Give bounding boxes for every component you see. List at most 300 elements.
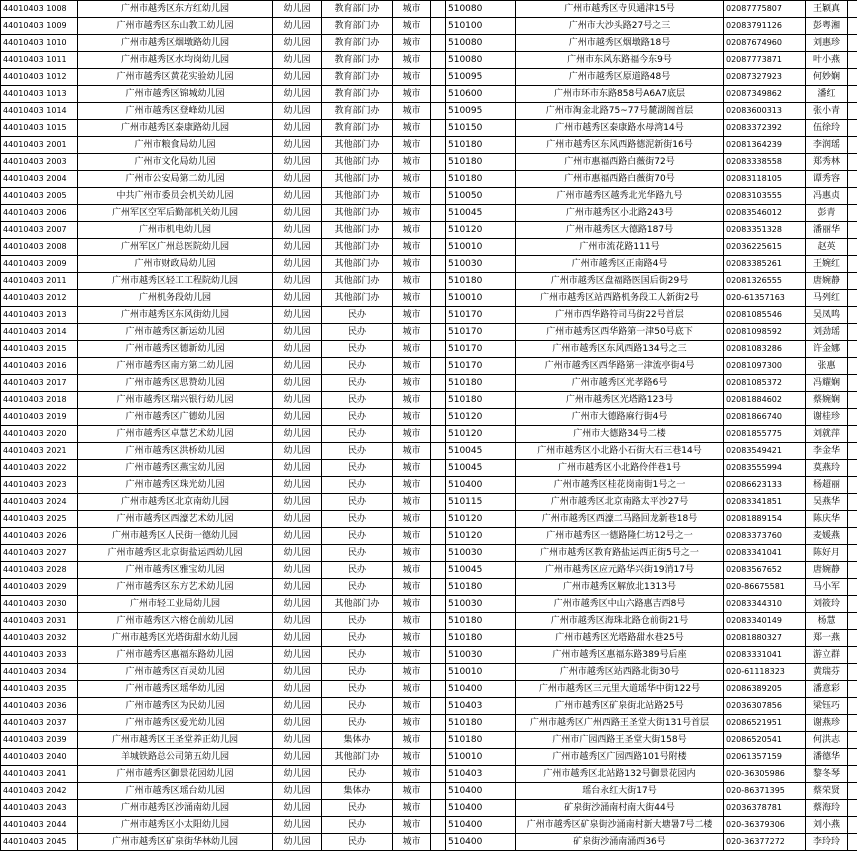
postcode-cell: 510180 [446, 392, 516, 409]
table-row [1, 358, 857, 375]
organizer-cell: 民办 [322, 460, 393, 477]
blank-cell [431, 222, 446, 239]
postcode-cell: 510400 [446, 834, 516, 851]
school-type-cell: 幼儿园 [273, 52, 322, 69]
school-code-cell: 44010403 2020 [1, 426, 78, 443]
address-cell: 广州市越秀区小北路小石街大石三巷14号 [516, 443, 724, 460]
address-cell: 广州市越秀区矿泉街北站路25号 [516, 698, 724, 715]
contact-person-cell: 何洪志 [806, 732, 848, 749]
blank-cell [431, 1, 446, 18]
table-row [1, 800, 857, 817]
table-row [1, 375, 857, 392]
phone-cell: 020-86675581 [724, 579, 806, 596]
phone-cell: 02036378781 [724, 800, 806, 817]
blank-cell [848, 817, 857, 834]
contact-person-cell: 吴燕华 [806, 494, 848, 511]
blank-cell [431, 681, 446, 698]
phone-cell: 02083600313 [724, 103, 806, 120]
table-row [1, 1, 857, 18]
school-type-cell: 幼儿园 [273, 579, 322, 596]
address-cell: 广州市西华路符司马街22号首层 [516, 307, 724, 324]
table-row [1, 460, 857, 477]
area-cell: 城市 [393, 766, 431, 783]
contact-person-cell: 潘红 [806, 86, 848, 103]
phone-cell: 02081855775 [724, 426, 806, 443]
postcode-cell: 510030 [446, 545, 516, 562]
area-cell: 城市 [393, 86, 431, 103]
school-code-cell: 44010403 2024 [1, 494, 78, 511]
contact-person-cell: 刘惠珍 [806, 35, 848, 52]
blank-cell [431, 273, 446, 290]
address-cell: 广州市淘金北路75~77号麓湖阁首层 [516, 103, 724, 120]
organizer-cell: 其他部门办 [322, 222, 393, 239]
table-row [1, 817, 857, 834]
postcode-cell: 510180 [446, 137, 516, 154]
area-cell: 城市 [393, 800, 431, 817]
school-code-cell: 44010403 2003 [1, 154, 78, 171]
blank-cell [431, 290, 446, 307]
phone-cell: 02083340149 [724, 613, 806, 630]
school-name-cell: 广州市越秀区黄花实验幼儿园 [78, 69, 273, 86]
organizer-cell: 民办 [322, 341, 393, 358]
table-row [1, 120, 857, 137]
school-name-cell: 广州市轻工业局幼儿园 [78, 596, 273, 613]
school-type-cell: 幼儿园 [273, 715, 322, 732]
blank-cell [431, 392, 446, 409]
phone-cell: 02081098592 [724, 324, 806, 341]
blank-cell [431, 341, 446, 358]
blank-cell [431, 18, 446, 35]
area-cell: 城市 [393, 613, 431, 630]
blank-cell [848, 766, 857, 783]
school-type-cell: 幼儿园 [273, 477, 322, 494]
organizer-cell: 民办 [322, 307, 393, 324]
contact-person-cell: 冯耀娴 [806, 375, 848, 392]
contact-person-cell: 游立群 [806, 647, 848, 664]
area-cell: 城市 [393, 511, 431, 528]
contact-person-cell: 谭秀容 [806, 171, 848, 188]
contact-person-cell: 蔡海玲 [806, 800, 848, 817]
blank-cell [431, 545, 446, 562]
school-name-cell: 广州市越秀区锦城幼儿园 [78, 86, 273, 103]
organizer-cell: 教育部门办 [322, 120, 393, 137]
address-cell: 广州市越秀区泰康路水母湾14号 [516, 120, 724, 137]
school-code-cell: 44010403 1015 [1, 120, 78, 137]
table-row [1, 630, 857, 647]
school-code-cell: 44010403 2028 [1, 562, 78, 579]
address-cell: 广州市越秀区北京南路太平沙27号 [516, 494, 724, 511]
area-cell: 城市 [393, 460, 431, 477]
school-name-cell: 中共广州市委员会机关幼儿园 [78, 188, 273, 205]
blank-cell [431, 188, 446, 205]
area-cell: 城市 [393, 52, 431, 69]
blank-cell [848, 698, 857, 715]
table-row [1, 256, 857, 273]
blank-cell [848, 52, 857, 69]
address-cell: 广州市越秀区应元路华兴街19消17号 [516, 562, 724, 579]
phone-cell: 02083341041 [724, 545, 806, 562]
phone-cell: 020-61118323 [724, 664, 806, 681]
blank-cell [431, 307, 446, 324]
organizer-cell: 民办 [322, 324, 393, 341]
table-row [1, 188, 857, 205]
school-code-cell: 44010403 2040 [1, 749, 78, 766]
school-code-cell: 44010403 2008 [1, 239, 78, 256]
phone-cell: 02081097300 [724, 358, 806, 375]
blank-cell [848, 375, 857, 392]
school-type-cell: 幼儿园 [273, 749, 322, 766]
school-name-cell: 广州市越秀区瑞兴银行幼儿园 [78, 392, 273, 409]
area-cell: 城市 [393, 18, 431, 35]
contact-person-cell: 叶小燕 [806, 52, 848, 69]
address-cell: 广州市越秀区广州西路王圣堂大街131号首层 [516, 715, 724, 732]
school-code-cell: 44010403 1009 [1, 18, 78, 35]
phone-cell: 020-36305986 [724, 766, 806, 783]
address-cell: 广州市越秀区光孝路6号 [516, 375, 724, 392]
school-type-cell: 幼儿园 [273, 426, 322, 443]
contact-person-cell: 许金娜 [806, 341, 848, 358]
blank-cell [848, 834, 857, 851]
contact-person-cell: 刘就萍 [806, 426, 848, 443]
phone-cell: 02083549421 [724, 443, 806, 460]
table-row [1, 834, 857, 851]
postcode-cell: 510030 [446, 647, 516, 664]
table-row [1, 766, 857, 783]
postcode-cell: 510120 [446, 222, 516, 239]
table-row [1, 341, 857, 358]
area-cell: 城市 [393, 579, 431, 596]
postcode-cell: 510050 [446, 188, 516, 205]
contact-person-cell: 潘德华 [806, 749, 848, 766]
phone-cell: 02087773871 [724, 52, 806, 69]
phone-cell: 020-86371395 [724, 783, 806, 800]
table-row [1, 783, 857, 800]
blank-cell [431, 426, 446, 443]
phone-cell: 02083351328 [724, 222, 806, 239]
organizer-cell: 民办 [322, 443, 393, 460]
contact-person-cell: 杨超丽 [806, 477, 848, 494]
address-cell: 广州市越秀区正南路4号 [516, 256, 724, 273]
organizer-cell: 民办 [322, 494, 393, 511]
school-name-cell: 广州市越秀区惠福东路幼儿园 [78, 647, 273, 664]
blank-cell [848, 562, 857, 579]
school-code-cell: 44010403 2017 [1, 375, 78, 392]
school-name-cell: 广州市越秀区珠光幼儿园 [78, 477, 273, 494]
contact-person-cell: 陈庆华 [806, 511, 848, 528]
school-name-cell: 广州市越秀区为民幼儿园 [78, 698, 273, 715]
address-cell: 广州市越秀区解放北1313号 [516, 579, 724, 596]
address-cell: 广州市越秀区东风西路134号之三 [516, 341, 724, 358]
table-row [1, 494, 857, 511]
school-code-cell: 44010403 2043 [1, 800, 78, 817]
organizer-cell: 民办 [322, 800, 393, 817]
area-cell: 城市 [393, 528, 431, 545]
school-type-cell: 幼儿园 [273, 171, 322, 188]
school-type-cell: 幼儿园 [273, 120, 322, 137]
organizer-cell: 其他部门办 [322, 188, 393, 205]
blank-cell [848, 630, 857, 647]
organizer-cell: 民办 [322, 834, 393, 851]
contact-person-cell: 谢燕珍 [806, 715, 848, 732]
school-code-cell: 44010403 2015 [1, 341, 78, 358]
postcode-cell: 510180 [446, 715, 516, 732]
area-cell: 城市 [393, 205, 431, 222]
address-cell: 广州市越秀区西华路第一津流亭街4号 [516, 358, 724, 375]
blank-cell [848, 749, 857, 766]
contact-person-cell: 郑一燕 [806, 630, 848, 647]
school-name-cell: 广州市越秀区东方红幼儿园 [78, 1, 273, 18]
school-code-cell: 44010403 2036 [1, 698, 78, 715]
school-type-cell: 幼儿园 [273, 817, 322, 834]
table-row [1, 137, 857, 154]
blank-cell [848, 290, 857, 307]
school-type-cell: 幼儿园 [273, 766, 322, 783]
school-code-cell: 44010403 2042 [1, 783, 78, 800]
blank-cell [848, 596, 857, 613]
school-type-cell: 幼儿园 [273, 154, 322, 171]
address-cell: 广州市越秀区烟墩路18号 [516, 35, 724, 52]
area-cell: 城市 [393, 817, 431, 834]
blank-cell [431, 749, 446, 766]
table-row [1, 409, 857, 426]
school-name-cell: 广州市越秀区广德幼儿园 [78, 409, 273, 426]
table-row [1, 647, 857, 664]
table-row [1, 154, 857, 171]
school-type-cell: 幼儿园 [273, 324, 322, 341]
school-name-cell: 广州市越秀区登峰幼儿园 [78, 103, 273, 120]
blank-cell [431, 358, 446, 375]
school-name-cell: 广州市越秀区北京街盐运西幼儿园 [78, 545, 273, 562]
address-cell: 广州市越秀区教育路盐运西正街5号之一 [516, 545, 724, 562]
postcode-cell: 510010 [446, 749, 516, 766]
area-cell: 城市 [393, 120, 431, 137]
address-cell: 广州市越秀区西濠二马路回龙新巷18号 [516, 511, 724, 528]
blank-cell [431, 647, 446, 664]
area-cell: 城市 [393, 664, 431, 681]
address-cell: 广州市越秀区矿泉街沙涌南村新大塘暑7号二楼 [516, 817, 724, 834]
phone-cell: 02081884602 [724, 392, 806, 409]
school-name-cell: 广州市越秀区光塔街甜水幼儿园 [78, 630, 273, 647]
postcode-cell: 510120 [446, 426, 516, 443]
postcode-cell: 510400 [446, 817, 516, 834]
blank-cell [848, 409, 857, 426]
address-cell: 广州市越秀区光塔路123号 [516, 392, 724, 409]
address-cell: 矿泉街沙涌南村南大街44号 [516, 800, 724, 817]
phone-cell: 020-36377272 [724, 834, 806, 851]
blank-cell [431, 443, 446, 460]
table-row [1, 392, 857, 409]
organizer-cell: 民办 [322, 409, 393, 426]
school-name-cell: 广州市越秀区燕宝幼儿园 [78, 460, 273, 477]
table-row [1, 273, 857, 290]
address-cell: 广州市越秀区站西路北街30号 [516, 664, 724, 681]
postcode-cell: 510095 [446, 103, 516, 120]
organizer-cell: 民办 [322, 426, 393, 443]
blank-cell [848, 783, 857, 800]
school-name-cell: 广州市越秀区北京南幼儿园 [78, 494, 273, 511]
area-cell: 城市 [393, 273, 431, 290]
address-cell: 瑶台永红大街17号 [516, 783, 724, 800]
school-name-cell: 广州市越秀区人民街一德幼儿园 [78, 528, 273, 545]
organizer-cell: 民办 [322, 647, 393, 664]
school-type-cell: 幼儿园 [273, 630, 322, 647]
table-row [1, 681, 857, 698]
blank-cell [848, 154, 857, 171]
school-code-cell: 44010403 2032 [1, 630, 78, 647]
school-code-cell: 44010403 2001 [1, 137, 78, 154]
address-cell: 广州市越秀区站西路机务段工人新街2号 [516, 290, 724, 307]
blank-cell [848, 647, 857, 664]
postcode-cell: 510150 [446, 120, 516, 137]
postcode-cell: 510010 [446, 239, 516, 256]
area-cell: 城市 [393, 749, 431, 766]
contact-person-cell: 黎冬琴 [806, 766, 848, 783]
organizer-cell: 教育部门办 [322, 86, 393, 103]
postcode-cell: 510170 [446, 324, 516, 341]
table-row [1, 732, 857, 749]
postcode-cell: 510010 [446, 664, 516, 681]
area-cell: 城市 [393, 1, 431, 18]
address-cell: 广州市越秀区一德路隆仁坊12号之一 [516, 528, 724, 545]
contact-person-cell: 伍徐玲 [806, 120, 848, 137]
school-code-cell: 44010403 2031 [1, 613, 78, 630]
school-code-cell: 44010403 2004 [1, 171, 78, 188]
organizer-cell: 其他部门办 [322, 205, 393, 222]
address-cell: 广州市越秀区大德路187号 [516, 222, 724, 239]
contact-person-cell: 张小青 [806, 103, 848, 120]
postcode-cell: 510030 [446, 256, 516, 273]
contact-person-cell: 王婉红 [806, 256, 848, 273]
blank-cell [848, 137, 857, 154]
address-cell: 广州市越秀区东风西路德泥新街16号 [516, 137, 724, 154]
school-name-cell: 广州市越秀区卓慧艺术幼儿园 [78, 426, 273, 443]
blank-cell [848, 222, 857, 239]
blank-cell [848, 188, 857, 205]
school-name-cell: 广州市越秀区轻工工程院幼儿园 [78, 273, 273, 290]
table-row [1, 596, 857, 613]
school-type-cell: 幼儿园 [273, 137, 322, 154]
postcode-cell: 510180 [446, 375, 516, 392]
school-name-cell: 广州市越秀区德新幼儿园 [78, 341, 273, 358]
organizer-cell: 集体办 [322, 732, 393, 749]
school-code-cell: 44010403 2025 [1, 511, 78, 528]
school-code-cell: 44010403 2035 [1, 681, 78, 698]
school-name-cell: 广州市越秀区御景花园幼儿园 [78, 766, 273, 783]
blank-cell [431, 715, 446, 732]
school-name-cell: 广州市文化局幼儿园 [78, 154, 273, 171]
phone-cell: 02081889154 [724, 511, 806, 528]
blank-cell [431, 664, 446, 681]
school-name-cell: 广州市财政局幼儿园 [78, 256, 273, 273]
school-name-cell: 广州市越秀区新运幼儿园 [78, 324, 273, 341]
table-row [1, 69, 857, 86]
school-type-cell: 幼儿园 [273, 800, 322, 817]
phone-cell: 02083373760 [724, 528, 806, 545]
postcode-cell: 510080 [446, 52, 516, 69]
school-name-cell: 广州市公安局第二幼儿园 [78, 171, 273, 188]
contact-person-cell: 唐婉静 [806, 562, 848, 579]
blank-cell [431, 562, 446, 579]
area-cell: 城市 [393, 307, 431, 324]
blank-cell [848, 392, 857, 409]
organizer-cell: 民办 [322, 579, 393, 596]
school-type-cell: 幼儿园 [273, 664, 322, 681]
school-code-cell: 44010403 2012 [1, 290, 78, 307]
school-code-cell: 44010403 2026 [1, 528, 78, 545]
phone-cell: 02086520541 [724, 732, 806, 749]
school-type-cell: 幼儿园 [273, 256, 322, 273]
school-code-cell: 44010403 2014 [1, 324, 78, 341]
contact-person-cell: 潘丽华 [806, 222, 848, 239]
phone-cell: 02083385261 [724, 256, 806, 273]
contact-person-cell: 刘劲瑶 [806, 324, 848, 341]
organizer-cell: 民办 [322, 545, 393, 562]
blank-cell [431, 613, 446, 630]
school-code-cell: 44010403 1012 [1, 69, 78, 86]
address-cell: 广州市越秀区惠福东路389号后座 [516, 647, 724, 664]
school-type-cell: 幼儿园 [273, 18, 322, 35]
address-cell: 广州市大德路麻行街4号 [516, 409, 724, 426]
blank-cell [848, 613, 857, 630]
school-type-cell: 幼儿园 [273, 545, 322, 562]
school-type-cell: 幼儿园 [273, 681, 322, 698]
blank-cell [431, 528, 446, 545]
school-type-cell: 幼儿园 [273, 1, 322, 18]
school-code-cell: 44010403 2044 [1, 817, 78, 834]
school-code-cell: 44010403 1013 [1, 86, 78, 103]
contact-person-cell: 李润瑶 [806, 137, 848, 154]
blank-cell [848, 545, 857, 562]
contact-person-cell: 刘筱玲 [806, 596, 848, 613]
area-cell: 城市 [393, 477, 431, 494]
phone-cell: 02087327923 [724, 69, 806, 86]
blank-cell [848, 341, 857, 358]
organizer-cell: 民办 [322, 358, 393, 375]
school-type-cell: 幼儿园 [273, 511, 322, 528]
table-row [1, 698, 857, 715]
contact-person-cell: 潘意彩 [806, 681, 848, 698]
school-name-cell: 广州市越秀区东方艺术幼儿园 [78, 579, 273, 596]
postcode-cell: 510115 [446, 494, 516, 511]
organizer-cell: 教育部门办 [322, 35, 393, 52]
blank-cell [848, 69, 857, 86]
postcode-cell: 510170 [446, 341, 516, 358]
school-type-cell: 幼儿园 [273, 375, 322, 392]
postcode-cell: 510180 [446, 154, 516, 171]
phone-cell: 02086389205 [724, 681, 806, 698]
organizer-cell: 其他部门办 [322, 239, 393, 256]
school-type-cell: 幼儿园 [273, 341, 322, 358]
phone-cell: 02086623133 [724, 477, 806, 494]
blank-cell [848, 103, 857, 120]
postcode-cell: 510170 [446, 307, 516, 324]
table-row [1, 579, 857, 596]
phone-cell: 02061357159 [724, 749, 806, 766]
blank-cell [848, 426, 857, 443]
blank-cell [431, 205, 446, 222]
organizer-cell: 民办 [322, 664, 393, 681]
contact-person-cell: 李玲玲 [806, 834, 848, 851]
blank-cell [431, 256, 446, 273]
school-code-cell: 44010403 2009 [1, 256, 78, 273]
contact-person-cell: 王颖真 [806, 1, 848, 18]
blank-cell [431, 375, 446, 392]
school-type-cell: 幼儿园 [273, 732, 322, 749]
blank-cell [431, 120, 446, 137]
table-row [1, 86, 857, 103]
blank-cell [431, 732, 446, 749]
blank-cell [431, 834, 446, 851]
